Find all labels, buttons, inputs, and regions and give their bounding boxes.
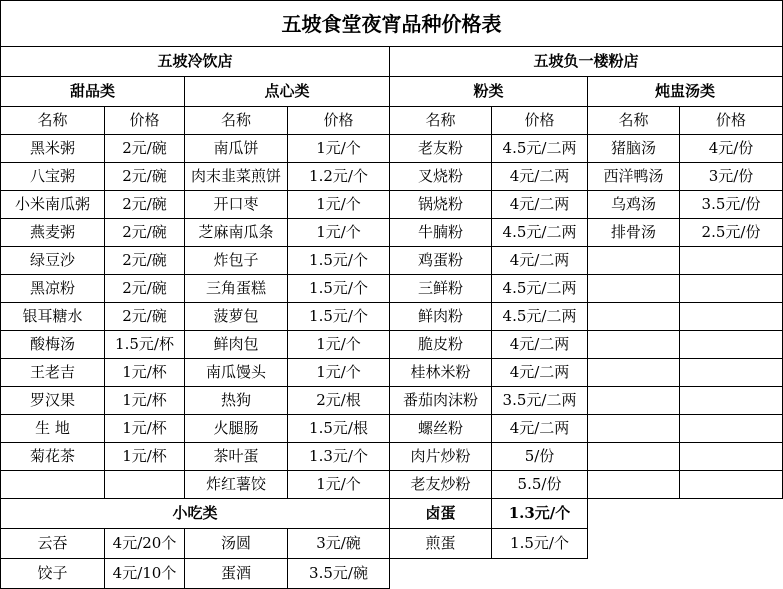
dessert-item-name: 黑凉粉 [1,275,105,303]
snack-item-name: 肉末韭菜煎饼 [185,163,288,191]
noodle-item-price: 4.5元/二两 [492,303,588,331]
snack-item-price: 1元/个 [288,191,390,219]
snack-item-price: 2元/根 [288,387,390,415]
soup-item-name [588,387,680,415]
dessert-item-price: 1.5元/杯 [105,331,185,359]
soup-item-price [680,247,783,275]
dessert-item-name: 黑米粥 [1,135,105,163]
dessert-item-price: 2元/碗 [105,275,185,303]
snack-item-price: 1元/个 [288,135,390,163]
category-dessert: 甜品类 [1,77,185,107]
dessert-item-price: 2元/碗 [105,163,185,191]
dessert-item-price: 1元/杯 [105,359,185,387]
snack-item-name: 芝麻南瓜条 [185,219,288,247]
small-eats-name: 云吞 [1,529,105,559]
col-header-name: 名称 [390,107,492,135]
noodle-item-price: 5/份 [492,443,588,471]
item-rows [1,135,783,499]
noodle-item-name: 卤蛋 [390,499,492,529]
dessert-item-name [1,471,105,499]
noodle-item-name: 鸡蛋粉 [390,247,492,275]
table-row [1,499,783,529]
dessert-item-price: 1元/杯 [105,387,185,415]
noodle-item-price: 4元/二两 [492,191,588,219]
noodle-item-price: 4.5元/二两 [492,219,588,247]
soup-item-price [680,303,783,331]
snack-item-price: 1元/个 [288,331,390,359]
table-row [1,387,783,415]
small-eats-name: 蛋酒 [185,559,288,589]
snack-item-name: 菠萝包 [185,303,288,331]
dessert-item-price: 2元/碗 [105,135,185,163]
soup-item-price: 4元/份 [680,135,783,163]
small-eats-price: 4元/20个 [105,529,185,559]
snack-item-price: 1.5元/个 [288,275,390,303]
soup-item-price [680,415,783,443]
dessert-item-price: 2元/碗 [105,191,185,219]
snack-item-price: 1.3元/个 [288,443,390,471]
dessert-item-price: 2元/碗 [105,247,185,275]
dessert-item-name: 菊花茶 [1,443,105,471]
table-row [1,219,783,247]
noodle-item-price: 4元/二两 [492,247,588,275]
soup-item-name: 西洋鸭汤 [588,163,680,191]
table-row [1,331,783,359]
snack-rows [1,499,783,589]
snack-item-price: 1.2元/个 [288,163,390,191]
snack-item-name: 鲜肉包 [185,331,288,359]
soup-item-name: 猪脑汤 [588,135,680,163]
noodle-item-name: 桂林米粉 [390,359,492,387]
noodle-item-price: 4元/二两 [492,331,588,359]
table-row [1,247,783,275]
soup-item-price: 2.5元/份 [680,219,783,247]
table-row [1,471,783,499]
table-row [1,359,783,387]
small-eats-name: 饺子 [1,559,105,589]
noodle-item-name: 脆皮粉 [390,331,492,359]
col-header-name: 名称 [588,107,680,135]
dessert-item-name: 生 地 [1,415,105,443]
noodle-item-price: 5.5/份 [492,471,588,499]
snack-item-name: 火腿肠 [185,415,288,443]
dessert-item-name: 酸梅汤 [1,331,105,359]
dessert-item-name: 银耳糖水 [1,303,105,331]
noodle-item-price: 4.5元/二两 [492,135,588,163]
soup-item-price [680,387,783,415]
dessert-item-name: 八宝粥 [1,163,105,191]
snack-item-name: 炸包子 [185,247,288,275]
noodle-item-price: 4元/二两 [492,163,588,191]
noodle-item-name: 鲜肉粉 [390,303,492,331]
noodle-item-name: 番茄肉沫粉 [390,387,492,415]
soup-item-price [680,275,783,303]
page-title: 五坡食堂夜宵品种价格表 [1,1,783,47]
empty-cell [492,559,588,589]
noodle-item-name: 牛腩粉 [390,219,492,247]
noodle-item-name: 煎蛋 [390,529,492,559]
empty-cell [390,559,492,589]
soup-item-price [680,471,783,499]
soup-item-price: 3元/份 [680,163,783,191]
store-left-name: 五坡冷饮店 [1,47,390,77]
soup-item-name [588,359,680,387]
category-snack: 点心类 [185,77,390,107]
soup-item-name [588,247,680,275]
table-row [1,303,783,331]
noodle-item-name: 老友粉 [390,135,492,163]
dessert-item-price: 1元/杯 [105,415,185,443]
soup-item-price: 3.5元/份 [680,191,783,219]
snack-item-name: 南瓜馒头 [185,359,288,387]
snack-item-price: 1.5元/个 [288,247,390,275]
table-row [1,443,783,471]
snack-item-price: 1.5元/个 [288,303,390,331]
soup-item-name [588,471,680,499]
dessert-item-name: 小米南瓜粥 [1,191,105,219]
col-header-name: 名称 [1,107,105,135]
soup-item-name [588,443,680,471]
noodle-item-name: 螺丝粉 [390,415,492,443]
category-soup: 炖盅汤类 [588,77,783,107]
soup-item-price [680,443,783,471]
table-row [1,559,783,589]
snack-item-price: 1元/个 [288,471,390,499]
noodle-item-price: 1.3元/个 [492,499,588,529]
table-row [1,415,783,443]
soup-item-name: 乌鸡汤 [588,191,680,219]
snack-item-name: 三角蛋糕 [185,275,288,303]
dessert-item-price [105,471,185,499]
dessert-item-name: 罗汉果 [1,387,105,415]
dessert-item-price: 1元/杯 [105,443,185,471]
small-eats-price: 3元/碗 [288,529,390,559]
snack-item-name: 南瓜饼 [185,135,288,163]
dessert-item-price: 2元/碗 [105,219,185,247]
category-noodle: 粉类 [390,77,588,107]
small-eats-name: 汤圆 [185,529,288,559]
noodle-item-price: 4元/二两 [492,415,588,443]
noodle-item-name: 三鲜粉 [390,275,492,303]
empty-cell [588,529,783,559]
dessert-item-name: 燕麦粥 [1,219,105,247]
noodle-item-price: 1.5元/个 [492,529,588,559]
soup-item-name [588,303,680,331]
empty-cell [588,499,783,529]
snack-item-name: 热狗 [185,387,288,415]
small-eats-price: 4元/10个 [105,559,185,589]
category-small-eats: 小吃类 [1,499,390,529]
store-right-name: 五坡负一楼粉店 [390,47,783,77]
table-row [1,163,783,191]
col-header-price: 价格 [680,107,783,135]
snack-item-price: 1元/个 [288,219,390,247]
snack-item-name: 炸红薯饺 [185,471,288,499]
empty-cell [588,559,783,589]
soup-item-name [588,415,680,443]
noodle-item-name: 锅烧粉 [390,191,492,219]
table-row [1,135,783,163]
soup-item-name [588,331,680,359]
noodle-item-name: 老友炒粉 [390,471,492,499]
soup-item-name [588,275,680,303]
dessert-item-name: 绿豆沙 [1,247,105,275]
noodle-item-price: 4.5元/二两 [492,275,588,303]
noodle-item-name: 肉片炒粉 [390,443,492,471]
small-eats-price: 3.5元/碗 [288,559,390,589]
table-row [1,275,783,303]
noodle-item-price: 3.5元/二两 [492,387,588,415]
soup-item-name: 排骨汤 [588,219,680,247]
col-header-name: 名称 [185,107,288,135]
table-row [1,529,783,559]
snack-item-price: 1.5元/根 [288,415,390,443]
col-header-price: 价格 [105,107,185,135]
soup-item-price [680,359,783,387]
snack-item-name: 茶叶蛋 [185,443,288,471]
table-row [1,191,783,219]
dessert-item-price: 2元/碗 [105,303,185,331]
col-header-price: 价格 [492,107,588,135]
noodle-item-price: 4元/二两 [492,359,588,387]
snack-item-price: 1元/个 [288,359,390,387]
col-header-price: 价格 [288,107,390,135]
dessert-item-name: 王老吉 [1,359,105,387]
snack-item-name: 开口枣 [185,191,288,219]
soup-item-price [680,331,783,359]
noodle-item-name: 叉烧粉 [390,163,492,191]
